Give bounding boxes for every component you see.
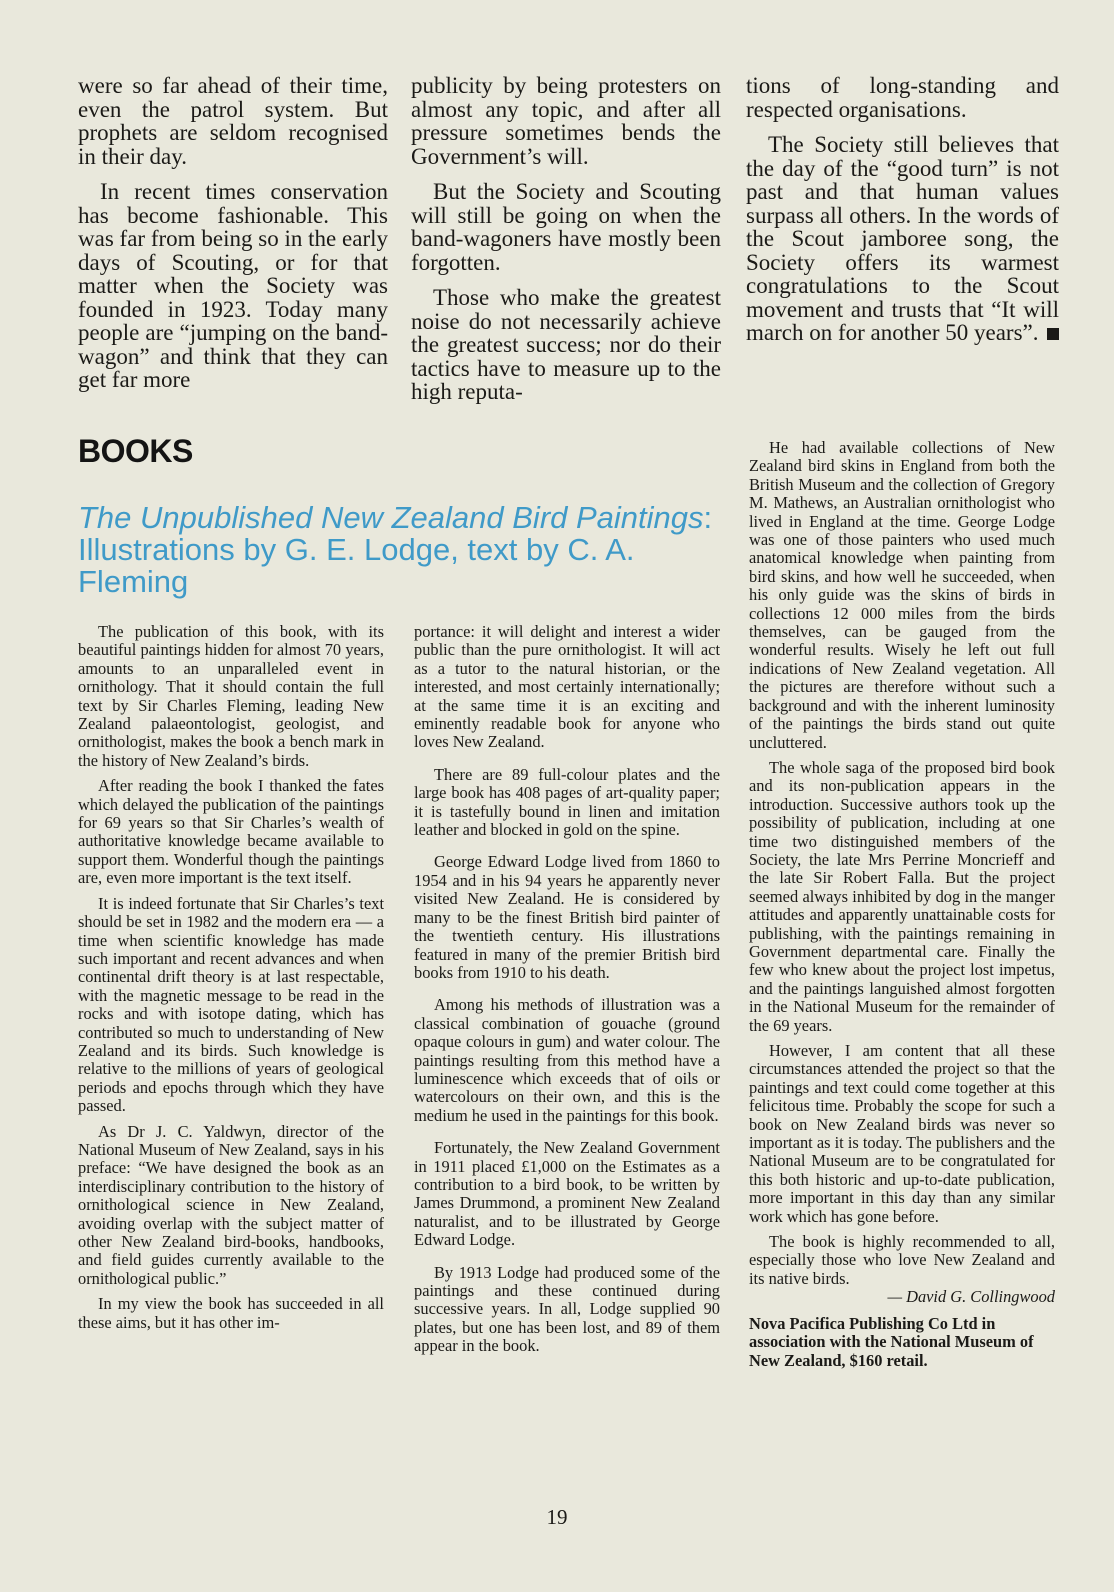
publisher-info: Nova Pacifica Publishing Co Ltd in association with the National Museum of New Zealand, $160 retail. [749, 1313, 1034, 1370]
paragraph: Among his methods of illustration was a classical combination of gouache (ground opaque colours in gum) and water colour. The paintings resulting from this method have a luminescence which exceeds that of oils or watercolours on their own, and this is the medium he used in the paintings for this book. [414, 995, 720, 1125]
paragraph: He had available collections of New Zealand bird skins in England from both the British Museum and the collection of Gregory M. Mathews, an Australian ornithologist who lived in England at the time. George Lodge was one of those painters who used much anatomical knowledge when painting from bird skins, and how well he succeeded, when his only guide was the skins of birds in collections 12 000 miles from the birds themselves, can be gauged from the wonderful results. Wisely he left out full indications of New Zealand vegetation. All the pictures are therefore without such a background and with the inherent luminosity of the paintings the birds stand out quite uncluttered. [749, 438, 1055, 752]
book-title-italic: The Unpublished New Zealand Bird Paintings [78, 500, 704, 535]
paragraph: But the Society and Scouting will still be going on when the band-wagoners have mostly been forgotten. [411, 179, 721, 275]
book-title [78, 502, 718, 598]
paragraph-text: The Society still believes that the day of the “good turn” is not past and that human values surpass all others. In the words of the Scout jamboree song, the Society offers its warmest congratulations to the Scout movement and trusts that “It will march on for another 50 years”. [746, 132, 1059, 345]
paragraph: There are 89 full-colour plates and the large book has 408 pages of art-quality paper; it is tastefully bound in linen and imitation leather and blocked in gold on the spine. [414, 764, 720, 840]
paragraph: portance: it will delight and interest a wider public than the pure ornithologist. It will act as a tutor to the natural historian, or the interested, and most certainly internationally; at the same time it is an exciting and eminently readable book for anyone who loves New Zealand. [414, 622, 720, 752]
section-heading: BOOKS [78, 433, 193, 469]
paragraph: In my view the book has succeeded in all these aims, but it has other im- [78, 1294, 384, 1332]
paragraph: However, I am content that all these circumstances attended the project so that the paintings and text could come together at this felicitous time. Probably the scope for such a book on New Zealand birds was never so important as it is today. The publishers and the National Museum are to be congratulated for this both historic and up-to-date publication, more important in this day than any similar work which has gone before. [749, 1041, 1055, 1226]
page-number: 19 [546, 1505, 568, 1529]
paragraph: In recent times conservation has become fashionable. This was far from being so in the early days of Scouting, or for that matter when the Society was founded in 1923. Today many people are “jumping on the band-wagon” and think that they can get far more [78, 179, 388, 392]
paragraph: publicity by being protesters on almost any topic, and after all pressure sometimes bends the Government’s will. [411, 73, 721, 169]
paragraph: tions of long-standing and respected organisations. [746, 73, 1059, 122]
paragraph: By 1913 Lodge had produced some of the paintings and these continued during successive years. In all, Lodge supplied 90 plates, but one has been lost, and 89 of them appear in the book. [414, 1262, 720, 1356]
book-title-rest: : Illustrations by G. E. Lodge, text by C. A. Fleming [78, 500, 713, 599]
review-signature: — David G. Collingwood [887, 1287, 1055, 1307]
top-article-col-1 [78, 74, 388, 392]
paragraph: The book is highly recommended to all, especially those who love New Zealand and its native birds. [749, 1232, 1055, 1288]
review-col-2 [414, 623, 720, 1356]
paragraph: Those who make the greatest noise do not necessarily achieve the greatest success; nor do their tactics have to measure up to the high reputa- [411, 285, 721, 404]
review-col-3 [749, 439, 1055, 1370]
paragraph [746, 133, 1059, 345]
paragraph: The whole saga of the proposed bird book and its non-publication appears in the introduction. Successive authors took up the possibility of publication, including at one time two distinguished members of the Society, the late Mrs Perrine Moncrieff and the late Sir Robert Falla. But the project seemed always inhibited by dog in the manger attitudes and apparently unattainable costs for publishing, with the paintings remaining in Government departmental care. Finally the few who knew about the project lost impetus, and the paintings languished almost forgotten in the National Museum for the remainder of the 69 years. [749, 757, 1055, 1035]
review-col-1 [78, 623, 384, 1332]
paragraph: Fortunately, the New Zealand Government in 1911 placed £1,000 on the Estimates as a contribution to a bird book, to be written by James Drummond, a prominent New Zealand naturalist, and to be illustrated by George Edward Lodge. [414, 1138, 720, 1250]
top-article-col-3 [746, 74, 1059, 345]
paragraph: were so far ahead of their time, even the patrol system. But prophets are seldom recognised in their day. [78, 73, 388, 169]
paragraph: The publication of this book, with its beautiful paintings hidden for almost 70 years, amounts to an unparalleled event in ornithology. That it should contain the full text by Sir Charles Fleming, leading New Zealand palaeontologist, geologist, and ornithologist, makes the book a bench mark in the history of New Zealand’s birds. [78, 622, 384, 770]
paragraph: After reading the book I thanked the fates which delayed the publication of the paintings for 69 years so that Sir Charles’s wealth of authoritative knowledge became available to support them. Wonderful though the paintings are, even more important is the text itself. [78, 776, 384, 888]
paragraph: As Dr J. C. Yaldwyn, director of the National Museum of New Zealand, says in his preface: “We have designed the book as an interdisciplinary contribution to the history of ornithological science in New Zealand, avoiding overlap with the subject matter of other New Zealand bird-books, handbooks, and field guides currently available to the ornithological public.” [78, 1121, 384, 1288]
paragraph: George Edward Lodge lived from 1860 to 1954 and in his 94 years he apparently never visited New Zealand. He is considered by many to be the finest British bird painter of the twentieth century. His illustrations featured in many of the premier British bird books from 1910 to his death. [414, 852, 720, 982]
top-article-col-2 [411, 74, 721, 404]
end-mark-icon [1047, 328, 1059, 340]
paragraph: It is indeed fortunate that Sir Charles’s text should be set in 1982 and the modern era — a time when scientific knowledge has made such important and recent advances and when continental drift theory is at last respectable, with the magnetic message to be read in the rocks and with isotope dating, which has contributed so much to understanding of New Zealand and its birds. Such knowledge is relative to the millions of years of geological periods and epochs through which they have passed. [78, 893, 384, 1116]
